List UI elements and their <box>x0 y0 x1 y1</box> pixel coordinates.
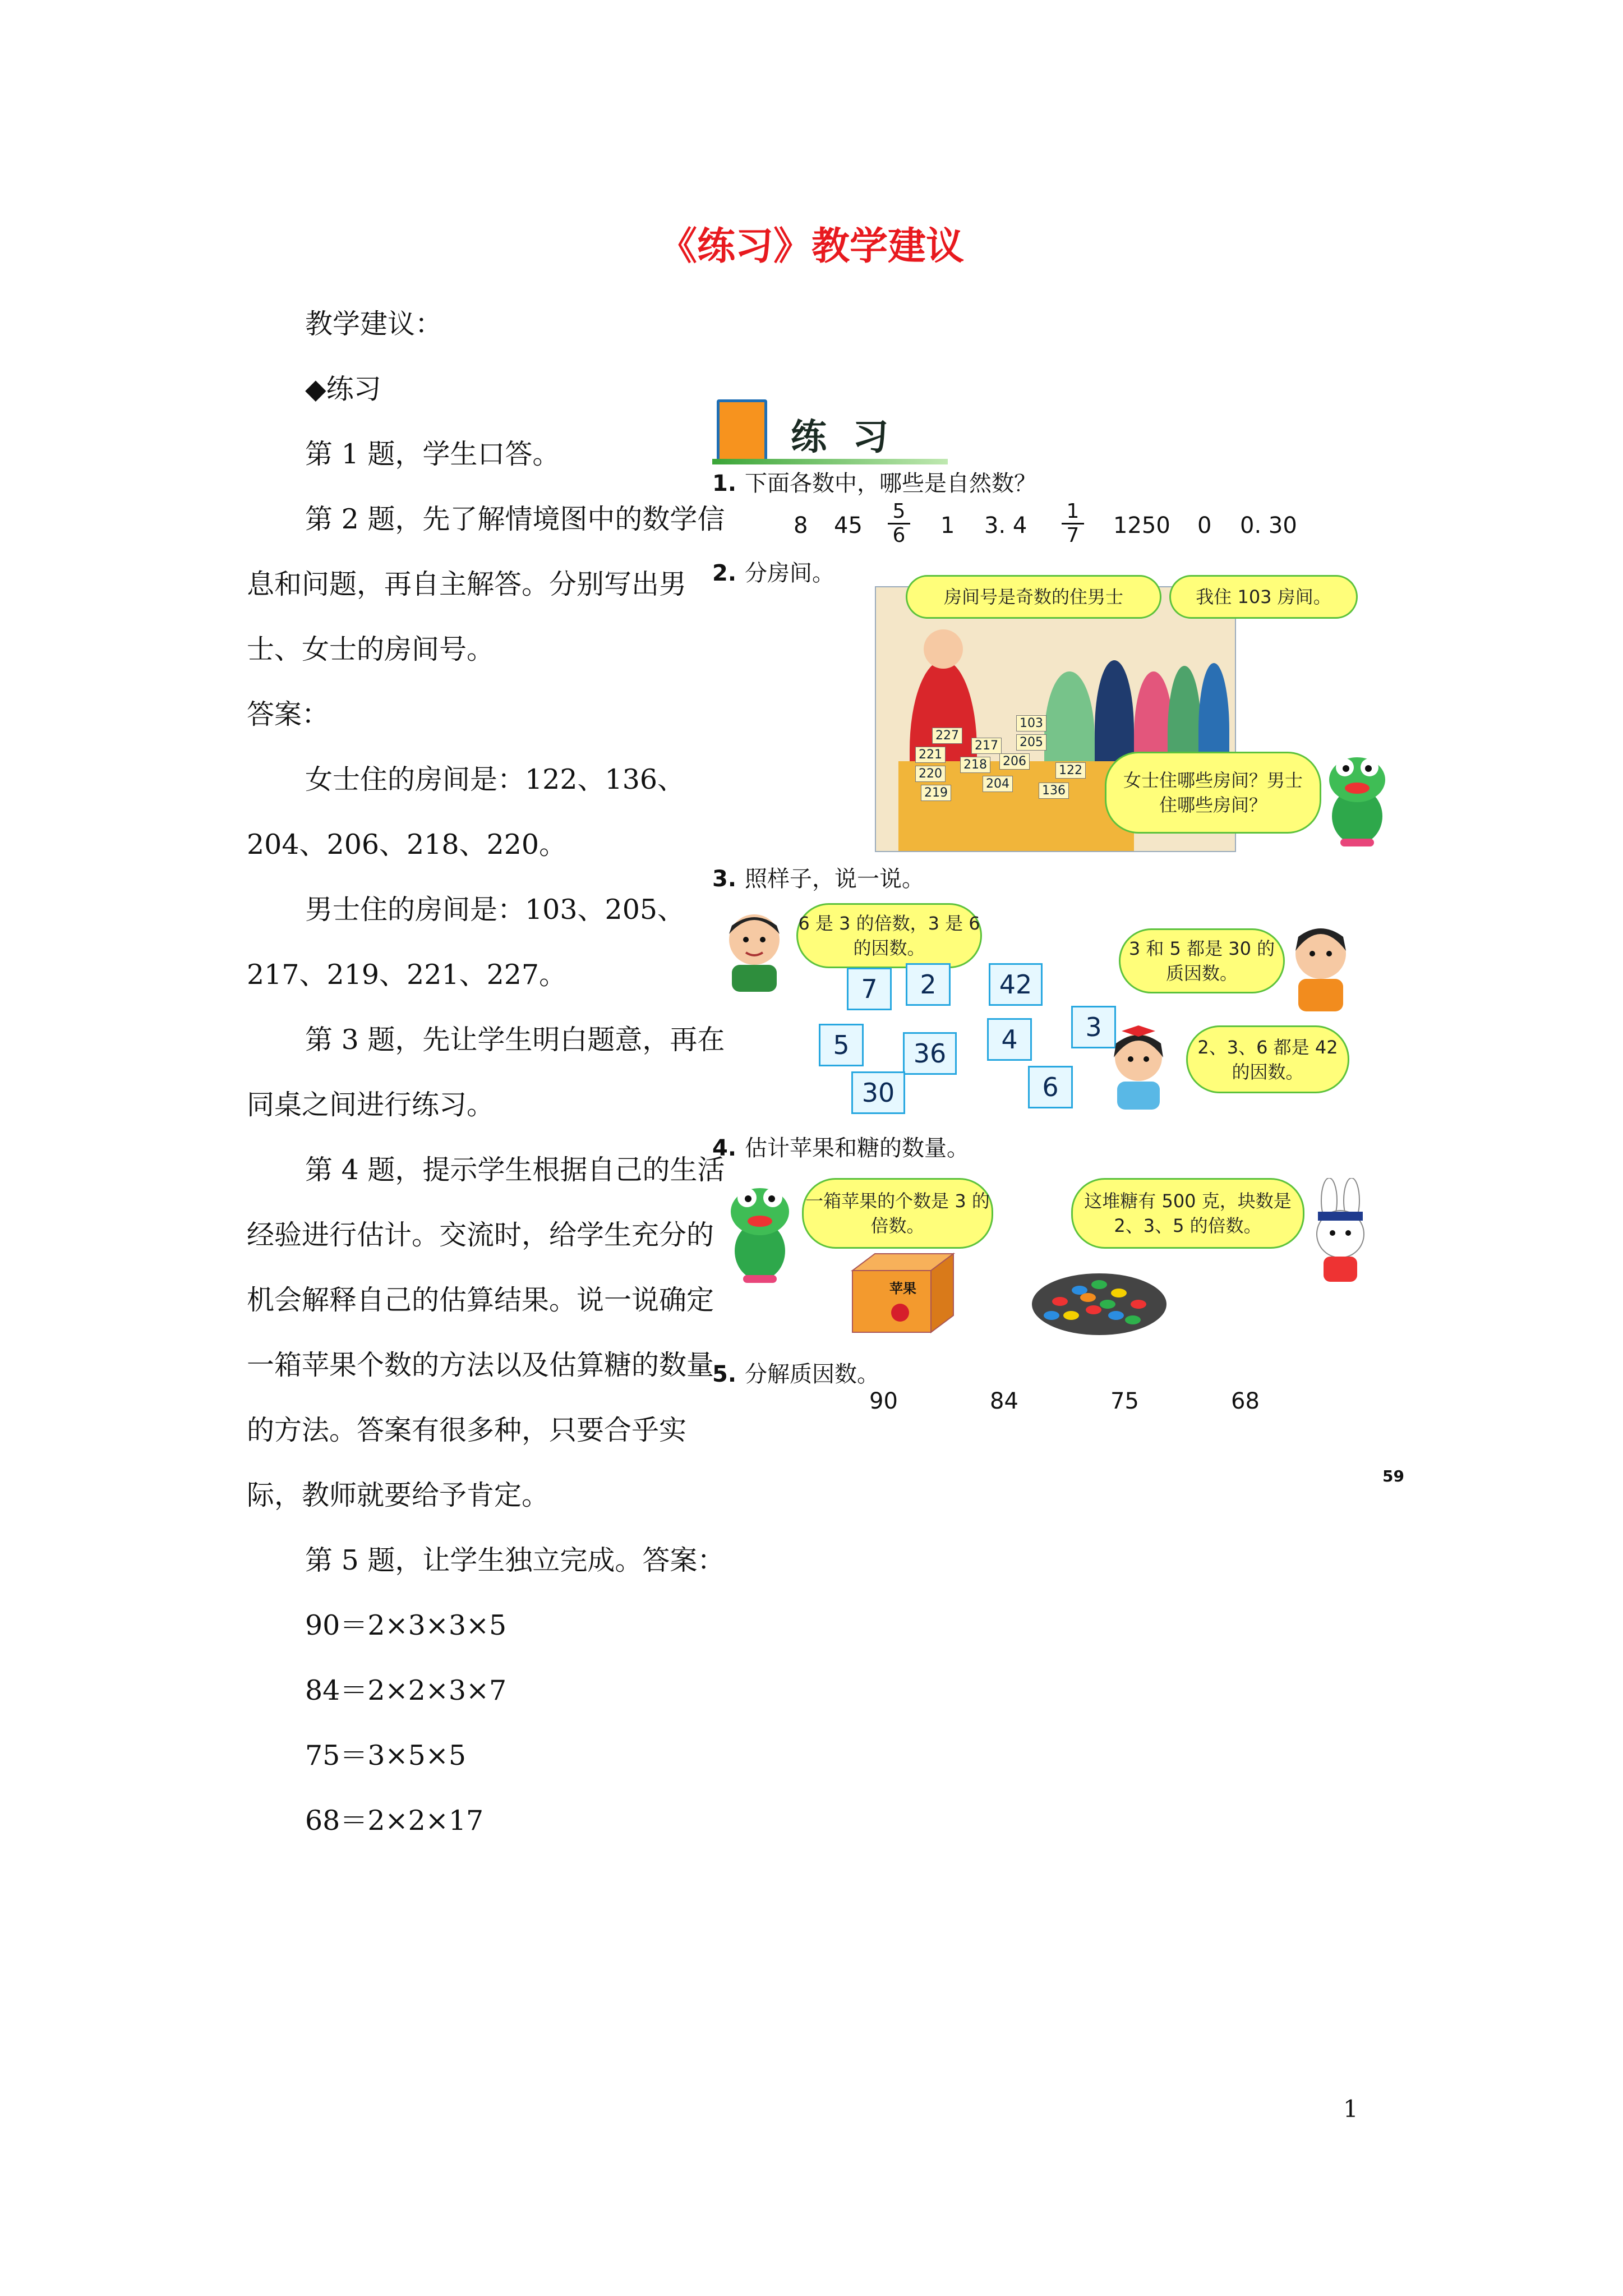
frog-icon <box>1324 752 1391 847</box>
number: 45 <box>834 513 863 539</box>
room-card: 221 <box>915 747 946 763</box>
speech-bubble: 2、3、6 都是 42 的因数。 <box>1186 1025 1349 1093</box>
answer-68: 68＝2×2×17 <box>305 1805 484 1837</box>
page-number: 1 <box>1343 2095 1358 2123</box>
speech-bubble: 6 是 3 的倍数，3 是 6 的因数。 <box>796 903 982 968</box>
document-title: 《练习》教学建议 <box>658 224 964 269</box>
room-card: 103 <box>1016 715 1046 731</box>
room-card: 217 <box>971 738 1002 754</box>
question-number: 2. <box>712 560 737 586</box>
fraction-denominator: 7 <box>1066 524 1080 547</box>
number-tile: 42 <box>989 963 1043 1006</box>
candy-pile-icon <box>1026 1259 1172 1338</box>
number: 0 <box>1197 513 1212 539</box>
number-tile: 7 <box>847 968 892 1010</box>
question-4 <box>712 1130 969 1162</box>
fraction-numerator: 5 <box>888 500 910 524</box>
clerk-face <box>924 629 963 669</box>
q5-number: 90 <box>869 1388 898 1414</box>
frog-icon <box>723 1181 796 1285</box>
number-tile: 30 <box>851 1071 905 1114</box>
question-number: 3. <box>712 866 737 892</box>
paragraph-heading: 教学建议： <box>305 308 443 340</box>
question-number: 1. <box>712 471 737 496</box>
question-2 <box>712 555 834 587</box>
q5-number: 75 <box>1110 1388 1139 1414</box>
question-3 <box>712 861 924 893</box>
room-card: 205 <box>1016 734 1046 751</box>
rabbit-icon <box>1301 1178 1380 1285</box>
question-text: 估计苹果和糖的数量。 <box>745 1135 969 1161</box>
number: 0. 30 <box>1240 513 1297 539</box>
room-card: 204 <box>983 776 1013 792</box>
paragraph-q4: 第 4 题，提示学生根据自己的生活经验进行估计。交流时，给学生充分的机会解释自己的估算结果。说一说确定一箱苹果个数的方法以及估算糖的数量的方法。答案有很多种，只要合乎实际，教师就要给予肯定。 <box>247 1154 725 1511</box>
paragraph-answer-label: 答案： <box>247 698 330 730</box>
room-card: 227 <box>932 728 962 744</box>
question-text: 分解质因数。 <box>745 1361 879 1387</box>
paragraph-women-rooms: 女士住的房间是：122、136、204、206、218、220。 <box>247 763 685 861</box>
number-tile: 36 <box>903 1032 957 1075</box>
room-card: 219 <box>921 785 951 801</box>
number-tile: 4 <box>987 1018 1032 1061</box>
fraction <box>888 500 910 547</box>
paragraph-q3: 第 3 题，先让学生明白题意，再在同桌之间进行练习。 <box>247 1024 725 1121</box>
number-tile: 5 <box>819 1024 864 1066</box>
answer-84: 84＝2×2×3×7 <box>305 1674 507 1706</box>
textbook-page-number: 59 <box>1382 1467 1404 1485</box>
exercise-title: 练 习 <box>791 417 896 458</box>
paragraph-q5: 第 5 题，让学生独立完成。答案： <box>305 1544 725 1576</box>
room-card: 218 <box>960 757 990 773</box>
teaching-text <box>247 292 740 1853</box>
room-card: 206 <box>999 753 1030 770</box>
number-tile: 6 <box>1028 1066 1073 1108</box>
number: 3. 4 <box>984 513 1027 539</box>
q5-number: 68 <box>1231 1388 1260 1414</box>
paragraph-q1: 第 1 题，学生口答。 <box>305 438 560 470</box>
paragraph-men-rooms: 男士住的房间是：103、205、217、219、221、227。 <box>247 894 685 991</box>
fraction <box>1062 500 1084 547</box>
number-tile: 2 <box>906 963 951 1006</box>
girl-icon <box>1105 1021 1172 1111</box>
textbook-page-image <box>712 393 1404 1487</box>
question-5 <box>712 1356 879 1388</box>
apple-box-icon <box>847 1248 959 1338</box>
room-card: 122 <box>1055 762 1086 779</box>
speech-bubble: 一箱苹果的个数是 3 的倍数。 <box>802 1178 993 1249</box>
question-number: 4. <box>712 1135 737 1161</box>
question-text: 照样子，说一说。 <box>745 866 924 892</box>
number: 8 <box>794 513 808 539</box>
question-number: 5. <box>712 1361 737 1387</box>
number: 1 <box>940 513 955 539</box>
room-card: 136 <box>1039 783 1069 799</box>
boy-icon <box>1284 923 1357 1013</box>
speech-bubble: 3 和 5 都是 30 的质因数。 <box>1119 928 1285 993</box>
exercise-header <box>712 393 948 466</box>
question-text: 下面各数中，哪些是自然数？ <box>745 471 1036 496</box>
paragraph-q2: 第 2 题，先了解情境图中的数学信息和问题，再自主解答。分别写出男士、女士的房间号。 <box>247 503 725 665</box>
box-label: 苹果 <box>889 1281 916 1296</box>
question-1 <box>712 466 1036 498</box>
boy-icon <box>721 909 788 993</box>
fraction-denominator: 6 <box>892 524 906 547</box>
speech-bubble: 我住 103 房间。 <box>1169 575 1358 619</box>
q5-number: 84 <box>990 1388 1018 1414</box>
book-icon <box>717 399 767 464</box>
fraction-numerator: 1 <box>1062 500 1084 524</box>
question-text: 分房间。 <box>745 560 834 586</box>
number: 1250 <box>1113 513 1170 539</box>
number-tile: 3 <box>1071 1006 1116 1048</box>
room-card: 220 <box>915 766 946 782</box>
answer-75: 75＝3×5×5 <box>305 1740 466 1772</box>
paragraph-section: ◆练习 <box>305 373 381 405</box>
speech-bubble: 女士住哪些房间？男士住哪些房间？ <box>1105 752 1321 834</box>
answer-90: 90＝2×3×3×5 <box>305 1609 507 1641</box>
speech-bubble: 这堆糖有 500 克，块数是 2、3、5 的倍数。 <box>1071 1178 1304 1249</box>
speech-bubble: 房间号是奇数的住男士 <box>906 575 1161 619</box>
